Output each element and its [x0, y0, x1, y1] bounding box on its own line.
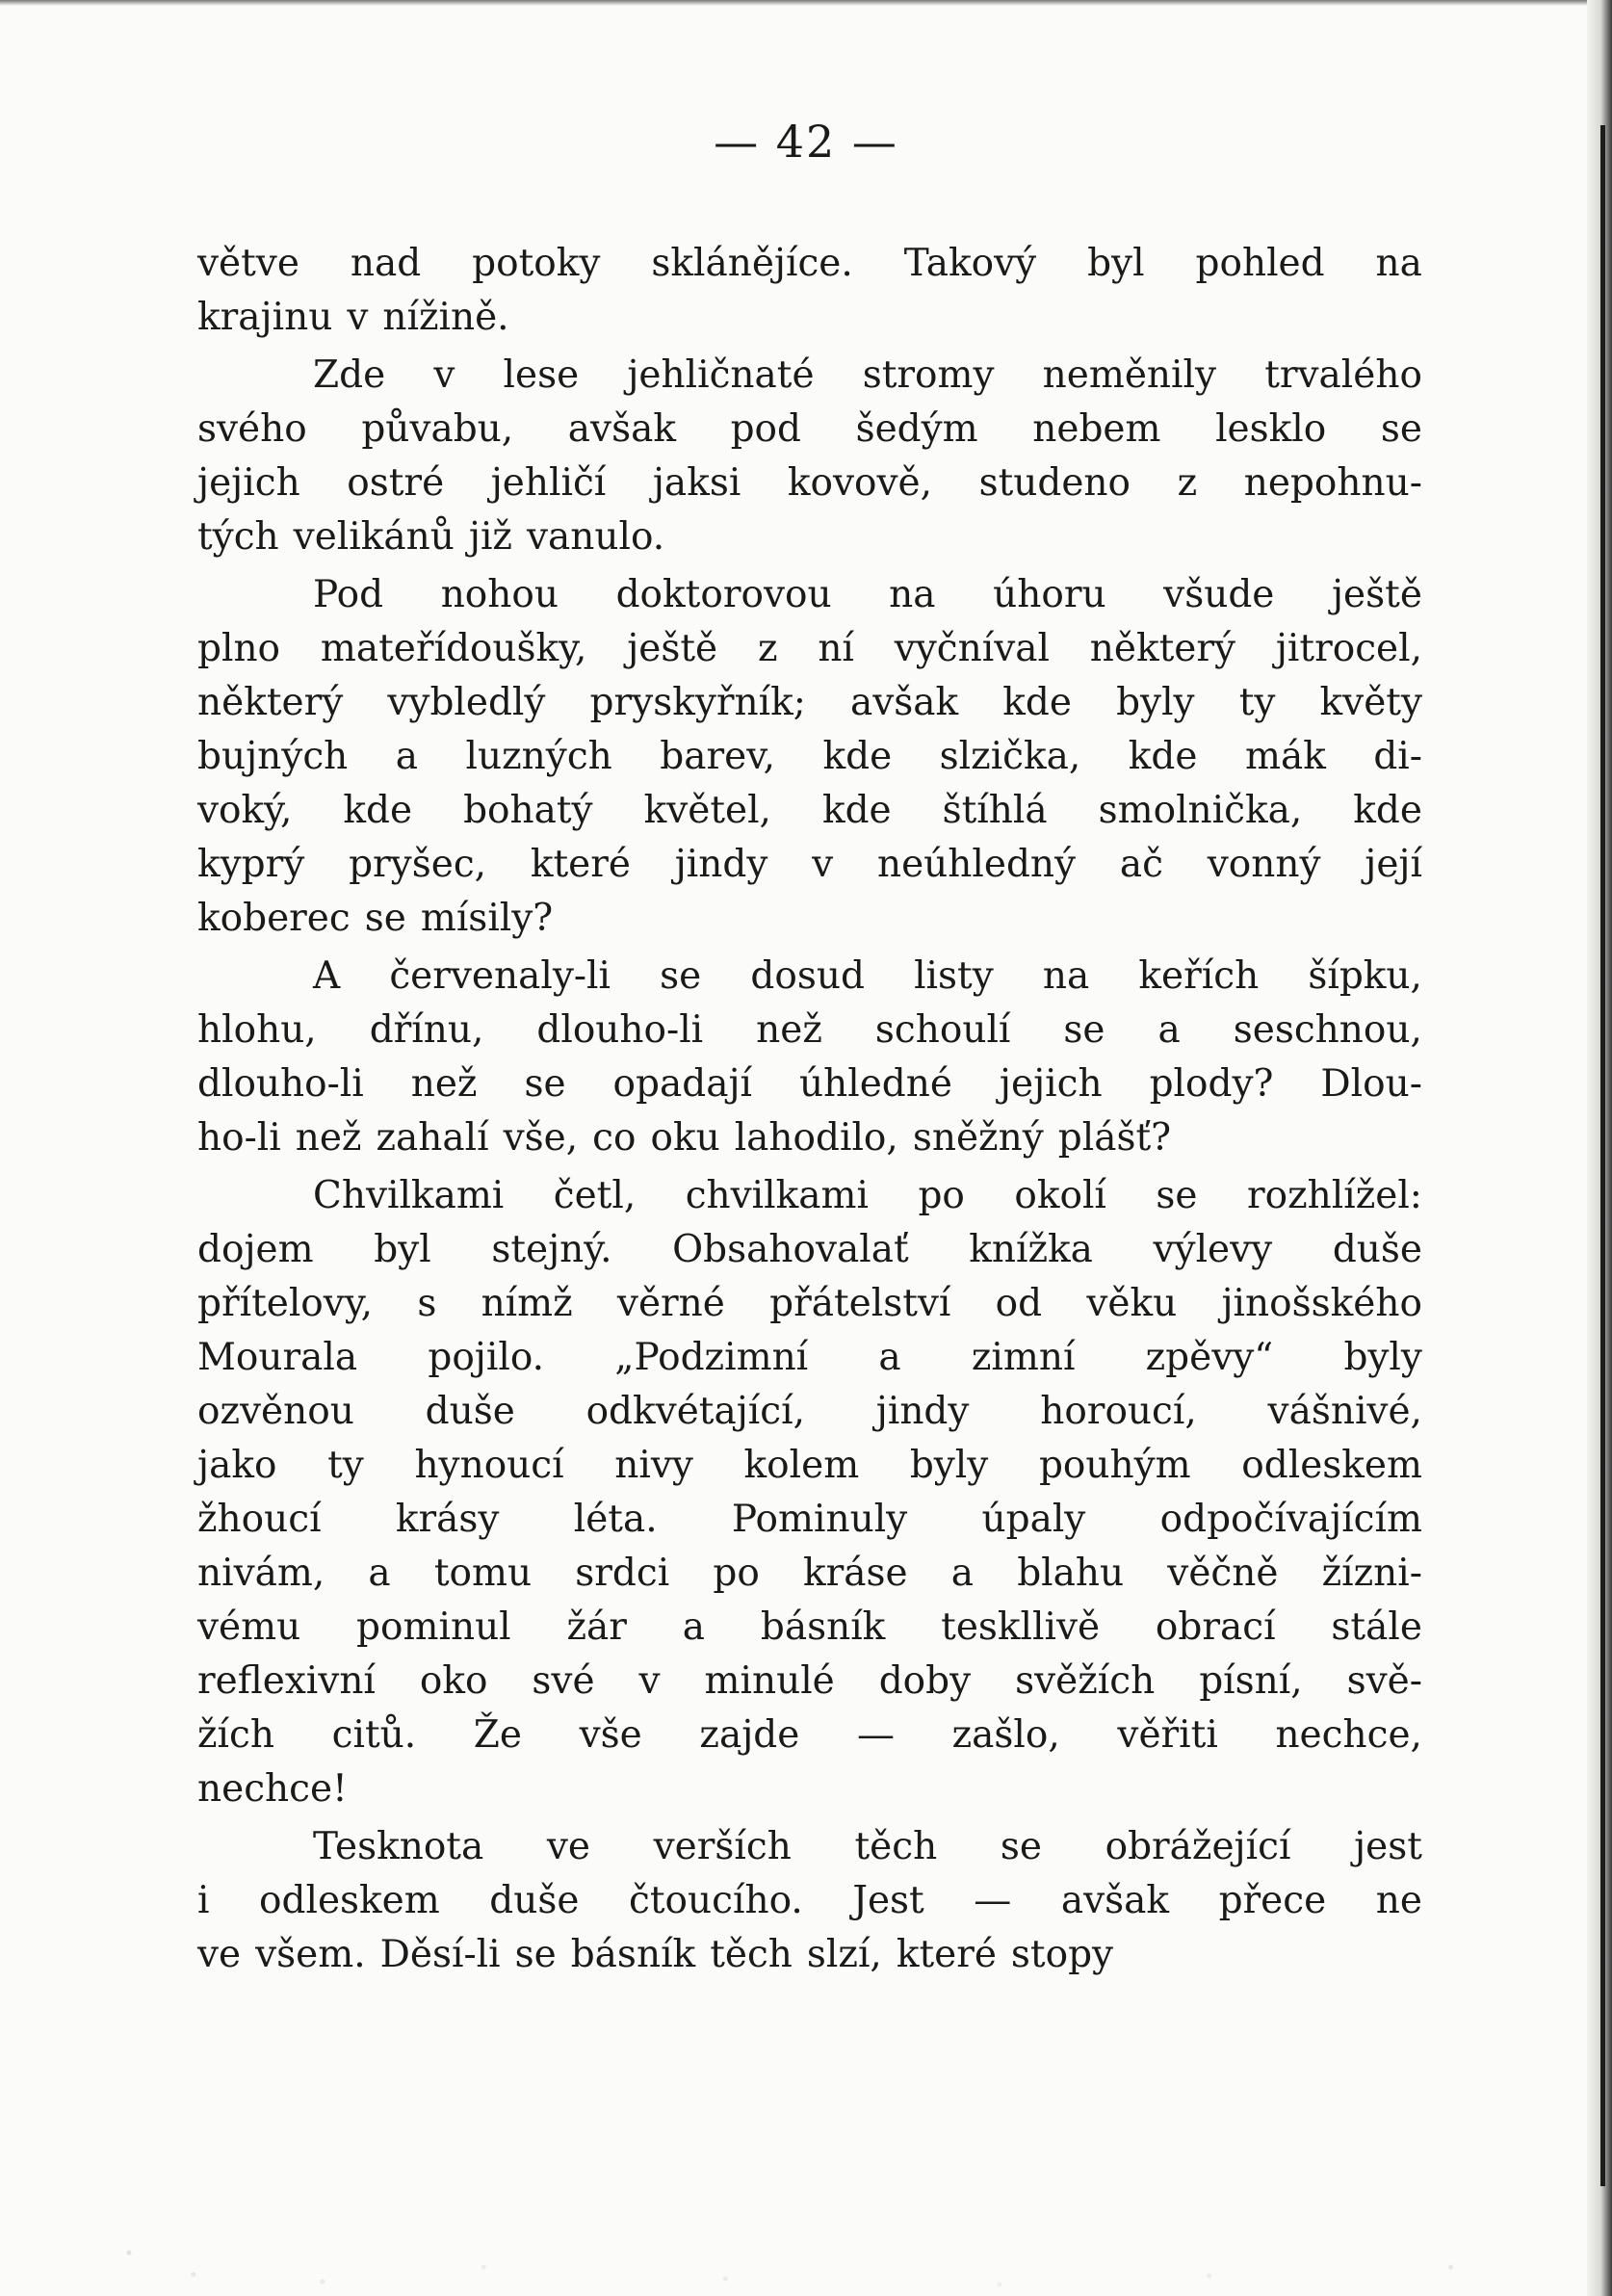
text-line — [197, 1493, 1422, 1547]
word: svěžích — [1015, 1659, 1156, 1703]
word: se — [1156, 1174, 1198, 1217]
word: Jest — [852, 1879, 924, 1922]
word: teskllivě — [941, 1605, 1101, 1649]
text-line — [197, 237, 1422, 291]
word: štíhlá — [942, 789, 1048, 832]
word: neměnily — [1042, 353, 1217, 397]
word: přece — [1218, 1879, 1327, 1922]
word: ne — [1375, 1879, 1422, 1922]
word: schoulí — [874, 1008, 1011, 1052]
word: žár — [566, 1605, 627, 1649]
word: pryšec, — [349, 843, 487, 886]
word: odleskem — [1241, 1444, 1422, 1487]
text-line — [197, 1111, 1422, 1165]
word: Obsahovalať — [672, 1228, 909, 1271]
word: Dlou- — [1320, 1062, 1422, 1106]
word: Zde — [313, 353, 386, 397]
word: básník — [570, 1933, 696, 1976]
word: pod — [730, 407, 801, 451]
word: mísily? — [420, 897, 554, 940]
word: nohou — [440, 573, 559, 616]
text-line — [197, 1223, 1422, 1277]
word: a — [878, 1336, 901, 1379]
word: tých — [197, 515, 279, 559]
word: čtoucího. — [629, 1879, 803, 1922]
word: v — [638, 1659, 661, 1703]
word: jejich — [197, 461, 300, 505]
word: lahodilo, — [734, 1116, 898, 1160]
word: zajde — [699, 1713, 800, 1757]
word: věku — [1086, 1282, 1178, 1325]
word: plno — [197, 627, 281, 670]
text-line — [197, 1820, 1422, 1874]
word: se — [524, 1062, 566, 1106]
word: chvilkami — [685, 1174, 869, 1217]
word: věřiti — [1117, 1713, 1218, 1757]
word: s — [417, 1282, 437, 1325]
text-line — [197, 622, 1422, 676]
word: plody? — [1149, 1062, 1274, 1106]
word: Že — [473, 1713, 522, 1757]
text-line — [197, 1331, 1422, 1385]
word: ostré — [347, 461, 445, 505]
word: zpěvy“ — [1145, 1336, 1274, 1379]
word: kde — [822, 735, 893, 778]
text-line — [197, 784, 1422, 838]
word: barev, — [660, 735, 776, 778]
word: kráse — [802, 1552, 908, 1595]
word: ty — [1238, 681, 1276, 724]
text-line — [197, 676, 1422, 730]
text-line — [197, 1547, 1422, 1601]
word: duše — [489, 1879, 580, 1922]
text-line — [197, 838, 1422, 892]
text-line — [197, 1709, 1422, 1762]
word: byly — [1343, 1336, 1422, 1379]
word: listy — [914, 954, 994, 998]
word: úhoru — [993, 573, 1106, 616]
word: mateřídoušky, — [320, 627, 587, 670]
word: dlouho-li — [197, 1062, 364, 1106]
word: které — [896, 1933, 997, 1976]
text-line — [197, 892, 1422, 946]
text-line — [197, 349, 1422, 403]
word: dosud — [750, 954, 865, 998]
word: než — [295, 1116, 362, 1160]
word: se — [514, 1933, 557, 1976]
word: a — [950, 1552, 975, 1595]
word: stopy — [1010, 1933, 1114, 1976]
word: citů. — [331, 1713, 417, 1757]
word: léta. — [573, 1498, 658, 1541]
word: jest — [1354, 1825, 1422, 1868]
word: písní, — [1199, 1659, 1303, 1703]
text-line — [197, 1762, 1422, 1816]
word: úhledné — [798, 1062, 952, 1106]
word: jehličnaté — [627, 353, 815, 397]
word: duše — [425, 1390, 515, 1433]
word: horoucí, — [1040, 1390, 1197, 1433]
word: byly — [909, 1444, 989, 1487]
word: vše, — [503, 1116, 579, 1160]
word: v — [347, 296, 369, 339]
word: nížině. — [382, 296, 509, 339]
scan-binding-shadow — [1600, 125, 1605, 2186]
word: mák — [1244, 735, 1326, 778]
word: vybledlý — [387, 681, 546, 724]
word: neúhledný — [876, 843, 1077, 886]
scan-edge-top — [0, 0, 1612, 6]
word: Tesknota — [313, 1825, 484, 1868]
word: obrážející — [1105, 1825, 1291, 1868]
word: již — [468, 515, 512, 559]
word: byly — [1116, 681, 1195, 724]
word: své — [532, 1659, 595, 1703]
word: pouhým — [1038, 1444, 1191, 1487]
word: odpočívajícím — [1159, 1498, 1422, 1541]
text-line — [197, 1655, 1422, 1709]
text-line — [197, 1169, 1422, 1223]
word: blahu — [1017, 1552, 1125, 1595]
word: slzí, — [806, 1933, 882, 1976]
word: stále — [1331, 1605, 1422, 1649]
word: půvabu, — [361, 407, 514, 451]
word: avšak — [567, 407, 676, 451]
text-line — [197, 457, 1422, 510]
word: odkvétající, — [585, 1390, 805, 1433]
word: červenaly-li — [389, 954, 611, 998]
word: hynoucí — [414, 1444, 564, 1487]
word: lesklo — [1215, 407, 1327, 451]
word: svého — [197, 407, 307, 451]
text-line — [197, 1601, 1422, 1655]
word: ho-li — [197, 1116, 281, 1160]
word: nebem — [1032, 407, 1161, 451]
word: a — [1157, 1008, 1181, 1052]
word: doktorovou — [615, 573, 832, 616]
word: dřínu, — [369, 1008, 484, 1052]
word: nad — [350, 242, 422, 285]
text-line — [197, 1057, 1422, 1111]
word: minulé — [704, 1659, 835, 1703]
word: Takový — [903, 242, 1037, 285]
paragraph — [197, 568, 1422, 946]
word: pominul — [356, 1605, 511, 1649]
word: přítelovy, — [197, 1282, 374, 1325]
word: zahalí — [376, 1116, 489, 1160]
paragraph — [197, 1820, 1422, 1982]
word: zašlo, — [951, 1713, 1060, 1757]
word: sklánějíce. — [651, 242, 853, 285]
word: větve — [197, 242, 299, 285]
word: básník — [760, 1605, 886, 1649]
word: plášť? — [1057, 1116, 1172, 1160]
word: ní — [818, 627, 854, 670]
word: sněžný — [912, 1116, 1044, 1160]
word: v — [433, 353, 455, 397]
word: stromy — [862, 353, 995, 397]
word: voký, — [197, 789, 293, 832]
word: kolem — [743, 1444, 860, 1487]
text-line — [197, 1439, 1422, 1493]
word: studeno — [978, 461, 1131, 505]
word: šípku, — [1308, 954, 1422, 998]
word: a — [395, 735, 419, 778]
word: z — [757, 627, 778, 670]
word: verších — [653, 1825, 792, 1868]
word: se — [364, 897, 406, 940]
text-line — [197, 1004, 1422, 1057]
word: šedým — [855, 407, 978, 451]
word: žích — [197, 1713, 274, 1757]
word: nivám, — [197, 1552, 325, 1595]
word: její — [1365, 843, 1422, 886]
word: obrací — [1155, 1605, 1276, 1649]
word: jindy — [875, 1390, 970, 1433]
paper-grain — [0, 2152, 1612, 2296]
word: jitrocel, — [1275, 627, 1422, 670]
word: krásy — [395, 1498, 500, 1541]
word: a — [368, 1552, 391, 1595]
word: vému — [197, 1605, 301, 1649]
word: „Podzimní — [614, 1336, 809, 1379]
word: avšak — [1060, 1879, 1170, 1922]
word: nechce! — [197, 1767, 348, 1811]
word: seschnou, — [1233, 1008, 1422, 1052]
word: okolí — [1014, 1174, 1106, 1217]
paragraph — [197, 1169, 1422, 1816]
word: koberec — [197, 897, 351, 940]
word: byl — [1087, 242, 1145, 285]
word: vášnivé, — [1267, 1390, 1422, 1433]
word: věčně — [1167, 1552, 1279, 1595]
word: v — [812, 843, 834, 886]
word: vyčníval — [894, 627, 1050, 670]
word: jindy — [674, 843, 768, 886]
word: četl, — [553, 1174, 637, 1217]
word: Pominuly — [731, 1498, 908, 1541]
word: krajinu — [197, 296, 333, 339]
text-line — [197, 1385, 1422, 1439]
word: věrné — [616, 1282, 725, 1325]
word: slzička, — [939, 735, 1081, 778]
page-number: — 42 — — [714, 116, 898, 168]
word: trvalého — [1264, 353, 1422, 397]
word: jaksi — [652, 461, 741, 505]
word: nechce, — [1275, 1713, 1422, 1757]
word: pryskyřník; — [589, 681, 806, 724]
word: — — [974, 1879, 1012, 1922]
word: odleskem — [259, 1879, 440, 1922]
word: se — [1380, 407, 1422, 451]
word: květel, — [643, 789, 771, 832]
word: vanulo. — [526, 515, 665, 559]
word: některý — [197, 681, 344, 724]
word: kde — [1353, 789, 1422, 832]
text-line — [197, 403, 1422, 457]
word: di- — [1373, 735, 1422, 778]
word: hlohu, — [197, 1008, 317, 1052]
word: Pod — [313, 573, 384, 616]
text-line — [197, 1928, 1422, 1982]
word: a — [682, 1605, 706, 1649]
word: opadají — [612, 1062, 753, 1106]
scan-edge-right — [1587, 0, 1612, 2296]
word: nepohnu- — [1243, 461, 1422, 505]
text-line — [197, 568, 1422, 622]
word: potoky — [472, 242, 601, 285]
word: oku — [650, 1116, 720, 1160]
text-line — [197, 291, 1422, 345]
word: úpaly — [981, 1498, 1086, 1541]
word: ty — [327, 1444, 364, 1487]
word: co — [592, 1116, 637, 1160]
word: oko — [419, 1659, 488, 1703]
word: se — [1000, 1825, 1042, 1868]
word: na — [1042, 954, 1090, 998]
word: ozvěnou — [197, 1390, 354, 1433]
word: kde — [1128, 735, 1198, 778]
word: i — [197, 1879, 210, 1922]
word: avšak — [849, 681, 959, 724]
word: Mourala — [197, 1336, 358, 1379]
word: ve — [546, 1825, 590, 1868]
word: dojem — [197, 1228, 314, 1271]
word: těch — [854, 1825, 938, 1868]
word: než — [410, 1062, 478, 1106]
word: zimní — [971, 1336, 1076, 1379]
word: lese — [503, 353, 580, 397]
word: se — [660, 954, 702, 998]
word: tomu — [433, 1552, 533, 1595]
text-line — [197, 1277, 1422, 1331]
word: na — [1375, 242, 1422, 285]
word: keřích — [1138, 954, 1260, 998]
word: květy — [1319, 681, 1422, 724]
word: pohled — [1195, 242, 1325, 285]
word: bujných — [197, 735, 349, 778]
word: na — [889, 573, 936, 616]
word: pojilo. — [428, 1336, 545, 1379]
word: A — [313, 954, 341, 998]
word: luzných — [465, 735, 612, 778]
word: z — [1177, 461, 1198, 505]
text-line — [197, 1874, 1422, 1928]
word: ač — [1119, 843, 1163, 886]
word: které — [530, 843, 631, 886]
word: ještě — [627, 627, 718, 670]
word: bohatý — [463, 789, 593, 832]
word: srdci — [575, 1552, 670, 1595]
word: nivy — [614, 1444, 693, 1487]
word: — — [856, 1713, 895, 1757]
word: po — [918, 1174, 965, 1217]
word: stejný. — [491, 1228, 612, 1271]
word: doby — [878, 1659, 972, 1703]
word: žízni- — [1321, 1552, 1422, 1595]
word: duše — [1332, 1228, 1422, 1271]
word: jinošského — [1221, 1282, 1422, 1325]
body-text — [197, 237, 1422, 1982]
word: smolnička, — [1098, 789, 1303, 832]
word: dlouho-li — [536, 1008, 704, 1052]
word: kyprý — [197, 843, 305, 886]
word: jehličí — [490, 461, 607, 505]
text-line — [197, 510, 1422, 564]
text-line — [197, 730, 1422, 784]
word: některý — [1089, 627, 1236, 670]
word: než — [756, 1008, 822, 1052]
word: ve — [197, 1933, 242, 1976]
word: po — [713, 1552, 760, 1595]
word: kde — [821, 789, 892, 832]
word: přátelství — [769, 1282, 951, 1325]
word: se — [1063, 1008, 1105, 1052]
word: vše — [579, 1713, 642, 1757]
word: Chvilkami — [313, 1174, 505, 1217]
word: knížka — [969, 1228, 1093, 1271]
word: vonný — [1207, 843, 1321, 886]
word: všem. — [255, 1933, 366, 1976]
word: kde — [343, 789, 413, 832]
word: ještě — [1331, 573, 1422, 616]
word: jejich — [999, 1062, 1103, 1106]
paragraph — [197, 349, 1422, 564]
word: Děsí-li — [379, 1933, 501, 1976]
paragraph — [197, 950, 1422, 1165]
word: nímž — [481, 1282, 573, 1325]
word: rozhlížel: — [1246, 1174, 1422, 1217]
paragraph — [197, 237, 1422, 345]
word: výlevy — [1153, 1228, 1273, 1271]
word: žhoucí — [197, 1498, 322, 1541]
word: velikánů — [293, 515, 455, 559]
word: od — [995, 1282, 1043, 1325]
word: jako — [197, 1444, 277, 1487]
word: kde — [1002, 681, 1072, 724]
word: těch — [710, 1933, 793, 1976]
word: svě- — [1346, 1659, 1422, 1703]
word: reflexivní — [197, 1659, 376, 1703]
text-line — [197, 950, 1422, 1004]
word: byl — [374, 1228, 431, 1271]
word: kovově, — [787, 461, 933, 505]
word: všude — [1163, 573, 1275, 616]
